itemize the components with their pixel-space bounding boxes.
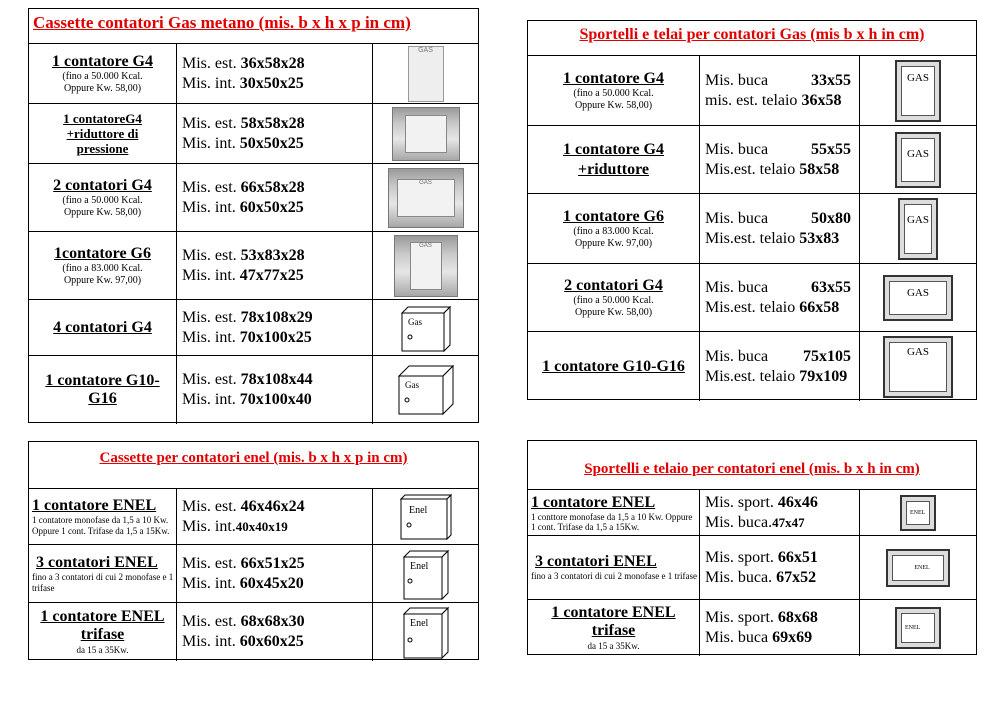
- product-name: 1 contatore G4 +riduttore: [562, 140, 664, 178]
- cabinet-label: GAS: [419, 179, 432, 186]
- table-row: [528, 125, 976, 193]
- frame-icon: [898, 198, 938, 260]
- product-note: (fino a 83.000 Kcal. Oppure Kw. 97,00): [62, 262, 143, 286]
- hole-label: Mis. buca: [705, 347, 769, 365]
- frame-label-text: ENEL: [910, 509, 926, 516]
- frame-icon: [886, 549, 950, 587]
- frame-icon: [895, 60, 941, 122]
- product-note: da 15 a 35Kw.: [76, 645, 129, 655]
- product-name: 1 contatore G4: [562, 69, 664, 87]
- enel-frames-title: Sportelli e telaio per contatori enel (mis. b x h in cm): [584, 461, 920, 477]
- cabinet-label: Enel: [409, 560, 428, 572]
- frame-label-text: ENEL: [905, 625, 921, 631]
- door-label: Mis. sport.: [705, 548, 774, 566]
- product-note: (fino a 83.000 Kcal. Oppure Kw. 97,00): [573, 225, 654, 249]
- ext-label: Mis. est.: [182, 246, 237, 264]
- door-value: 68x68: [777, 609, 818, 626]
- product-note: 1 conttore monofase da 1,5 a 10 Kw. Oppure 1 cont. Trifase da 1,5 a 15Kw.: [531, 511, 693, 532]
- int-value: 70x100x40: [239, 391, 312, 408]
- cabinet-photo: [392, 107, 460, 161]
- frame-value: 58x58: [799, 160, 840, 178]
- int-value: 60x50x25: [239, 198, 304, 216]
- ext-label: Mis. est.: [182, 613, 237, 630]
- ext-label: Mis. est.: [182, 371, 237, 388]
- ext-value: 36x58x28: [240, 54, 305, 72]
- table-row: [29, 103, 478, 163]
- cabinet-label: GAS: [418, 46, 433, 54]
- frame-value: 66x58: [799, 298, 840, 316]
- frame-icon: [895, 607, 941, 649]
- hole-label: Mis. buca: [705, 629, 769, 646]
- cabinet-box-icon: [400, 604, 452, 660]
- hole-label: Mis. buca: [705, 209, 769, 227]
- gas-frames-table: [527, 20, 977, 400]
- int-label: Mis. int.: [182, 134, 236, 152]
- door-label: Mis. sport.: [705, 493, 774, 511]
- int-value: 47x77x25: [239, 266, 304, 284]
- table-row: [29, 163, 478, 231]
- ext-value: 66x58x28: [240, 178, 305, 196]
- gas-frames-title: Sportelli e telai per contatori Gas (mis b x h in cm): [579, 26, 925, 43]
- table-row: [528, 263, 976, 331]
- door-value: 46x46: [777, 493, 818, 511]
- hole-value: 75x105: [803, 347, 851, 365]
- ext-label: Mis. est.: [182, 308, 237, 326]
- ext-value: 78x108x44: [240, 371, 313, 388]
- enel-cassette-table: [28, 441, 479, 660]
- int-label: Mis. int.: [182, 328, 236, 346]
- cabinet-label: GAS: [419, 242, 432, 249]
- frame-value: 53x83: [799, 229, 840, 247]
- product-note: (fino a 50.000 Kcal. Oppure Kw. 58,00): [573, 87, 654, 111]
- product-note: fino a 3 contatori di cui 2 monofase e 1 trifase: [531, 571, 697, 581]
- int-label: Mis. int.: [182, 391, 236, 408]
- int-value: 40x40x19: [235, 518, 288, 534]
- int-label: Mis. int.: [182, 266, 236, 284]
- cabinet-label: Gas: [404, 380, 419, 390]
- frame-icon: [900, 495, 936, 531]
- table-row: [29, 43, 478, 103]
- product-name: 1 contatore ENEL trifase: [551, 604, 676, 639]
- cabinet-photo: [388, 168, 464, 228]
- product-note: (fino a 50.000 Kcal. Oppure Kw. 58,00): [573, 294, 654, 318]
- frame-label-text: ENEL: [914, 564, 930, 571]
- cabinet-label: Enel: [409, 618, 428, 629]
- table-row: [528, 489, 976, 535]
- product-note: fino a 3 contatori di cui 2 monofase e 1 trifase: [32, 571, 174, 593]
- ext-label: Mis. est.: [182, 497, 237, 515]
- hole-value: 55x55: [811, 140, 851, 158]
- product-note: (fino a 50.000 Kcal. Oppure Kw. 58,00): [62, 70, 143, 94]
- cabinet-box-icon: [398, 303, 454, 353]
- ext-value: 68x68x30: [240, 613, 305, 630]
- product-name: 2 contatori G4: [53, 176, 152, 194]
- frame-value: 36x58: [801, 91, 842, 109]
- product-name: 4 contatori G4: [53, 318, 152, 336]
- table-row: [528, 193, 976, 263]
- product-name: 1 contatore ENEL: [32, 496, 157, 514]
- hole-value: 67x52: [776, 568, 817, 586]
- frame-value: 79x109: [799, 367, 848, 385]
- int-label: Mis. int.: [182, 574, 236, 592]
- ext-label: Mis. est.: [182, 178, 237, 196]
- table-row: [29, 231, 478, 299]
- enel-frames-table: [527, 440, 977, 655]
- frame-label-text: GAS: [906, 213, 929, 226]
- frame-label-text: GAS: [906, 71, 929, 84]
- int-value: 60x60x25: [239, 633, 304, 650]
- cabinet-label: Gas: [407, 316, 422, 327]
- enel-cassette-title: Cassette per contatori enel (mis. b x h x p in cm): [99, 450, 408, 466]
- frame-label: mis. est. telaio: [705, 91, 798, 109]
- frame-icon: [883, 336, 953, 398]
- cabinet-box-icon: [397, 491, 455, 543]
- hole-label: Mis. buca: [705, 71, 769, 89]
- door-label: Mis. sport.: [705, 609, 774, 626]
- ext-value: 66x51x25: [240, 554, 305, 572]
- product-note: (fino a 50.000 Kcal. Oppure Kw. 58,00): [62, 194, 143, 218]
- gas-cassette-table: [28, 8, 479, 423]
- product-name: 1 contatore G6: [562, 207, 664, 225]
- hole-label: Mis. buca: [705, 140, 769, 158]
- table-row: [29, 488, 478, 544]
- int-label: Mis. int.: [182, 74, 236, 92]
- int-value: 60x45x20: [239, 574, 304, 592]
- product-name: 1 contatore G10-G16: [542, 357, 685, 375]
- ext-label: Mis. est.: [182, 114, 237, 132]
- cabinet-box-icon: [395, 362, 457, 418]
- cabinet-photo: [408, 46, 444, 102]
- product-name: 1 contatore ENEL trifase: [40, 608, 165, 643]
- ext-label: Mis. est.: [182, 54, 237, 72]
- cabinet-box-icon: [400, 547, 452, 601]
- hole-value: 50x80: [811, 209, 851, 227]
- frame-label: Mis.est. telaio: [705, 229, 796, 247]
- table-row: [528, 535, 976, 599]
- product-note: 1 contatore monofase da 1,5 a 10 Kw. Oppure 1 cont. Trifase da 1,5 a 15Kw.: [32, 514, 170, 536]
- product-name: 2 contatori G4: [564, 276, 663, 294]
- product-note: da 15 a 35Kw.: [587, 641, 640, 651]
- frame-label: Mis.est. telaio: [705, 160, 796, 178]
- frame-label-text: GAS: [906, 286, 929, 299]
- product-name: 3 contatori ENEL: [535, 553, 657, 570]
- frame-icon: [883, 275, 953, 321]
- int-value: 30x50x25: [239, 74, 304, 92]
- frame-label: Mis.est. telaio: [705, 298, 796, 316]
- ext-value: 46x46x24: [240, 497, 305, 515]
- hole-value: 69x69: [772, 629, 813, 646]
- table-row: [29, 544, 478, 602]
- cabinet-photo: [394, 235, 458, 297]
- product-name: 1contatore G6: [53, 244, 151, 262]
- int-label: Mis. int.: [182, 633, 236, 650]
- hole-value: 33x55: [811, 71, 851, 89]
- frame-label-text: GAS: [906, 147, 929, 160]
- ext-label: Mis. est.: [182, 554, 237, 572]
- hole-label: Mis. buca.: [705, 568, 773, 586]
- frame-label: Mis.est. telaio: [705, 367, 796, 385]
- table-row: [528, 599, 976, 656]
- table-row: [29, 355, 478, 424]
- table-row: [528, 331, 976, 401]
- product-name: 1 contatore G10-G16: [45, 372, 160, 407]
- hole-label: Mis. buca.: [705, 513, 773, 531]
- product-name: 1 contatore G4: [51, 52, 153, 70]
- hole-value: 63x55: [811, 278, 851, 296]
- table-row: [528, 55, 976, 125]
- hole-value: 47x47: [772, 514, 805, 530]
- int-label: Mis. int.: [182, 517, 236, 535]
- product-name: 1 contatore ENEL: [531, 493, 656, 511]
- int-value: 50x50x25: [239, 134, 304, 152]
- ext-value: 58x58x28: [240, 114, 305, 132]
- frame-label-text: GAS: [906, 345, 929, 358]
- int-value: 70x100x25: [239, 328, 312, 346]
- int-label: Mis. int.: [182, 198, 236, 216]
- table-row: [29, 299, 478, 355]
- product-name: 1 contatoreG4 +riduttore di pressione: [63, 111, 142, 156]
- door-value: 66x51: [777, 548, 818, 566]
- product-name: 3 contatori ENEL: [36, 553, 158, 571]
- cabinet-label: Enel: [408, 504, 427, 516]
- ext-value: 53x83x28: [240, 246, 305, 264]
- table-row: [29, 602, 478, 661]
- hole-label: Mis. buca: [705, 278, 769, 296]
- frame-icon: [895, 132, 941, 188]
- gas-cassette-title: Cassette contatori Gas metano (mis. b x h x p in cm): [33, 13, 411, 32]
- ext-value: 78x108x29: [240, 308, 313, 326]
